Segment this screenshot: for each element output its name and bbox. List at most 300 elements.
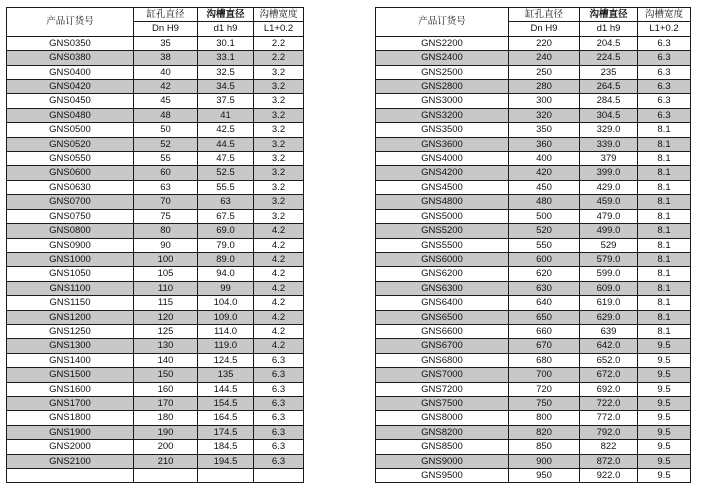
table-row bbox=[376, 324, 691, 338]
cell-groove-width: 4.2 bbox=[254, 310, 304, 324]
cell-groove-width: 3.2 bbox=[254, 65, 304, 79]
cell-groove-diameter: 629.0 bbox=[580, 310, 638, 324]
table-body-right bbox=[376, 36, 691, 483]
cell-product-code: GNS0900 bbox=[7, 238, 134, 252]
cell-groove-diameter: 822 bbox=[580, 440, 638, 454]
cell-groove-width: 4.2 bbox=[254, 281, 304, 295]
cell-bore-diameter: 52 bbox=[134, 137, 198, 151]
table-row bbox=[376, 440, 691, 454]
cell-bore-diameter: 45 bbox=[134, 94, 198, 108]
cell-groove-width: 2.2 bbox=[254, 51, 304, 65]
cell-groove-diameter: 235 bbox=[580, 65, 638, 79]
table-row bbox=[376, 180, 691, 194]
table-row bbox=[376, 382, 691, 396]
cell-bore-diameter: 650 bbox=[509, 310, 580, 324]
cell-groove-width: 8.1 bbox=[638, 166, 691, 180]
cell-bore-diameter: 38 bbox=[134, 51, 198, 65]
cell-product-code: GNS3600 bbox=[376, 137, 509, 151]
table-body-left bbox=[7, 36, 304, 483]
cell-groove-diameter: 124.5 bbox=[198, 353, 254, 367]
cell-bore-diameter: 400 bbox=[509, 152, 580, 166]
cell-groove-width: 8.1 bbox=[638, 252, 691, 266]
table-row bbox=[7, 238, 304, 252]
header-groove-diameter: 沟槽直径 bbox=[580, 8, 638, 22]
cell-bore-diameter: 100 bbox=[134, 252, 198, 266]
cell-groove-diameter: 399.0 bbox=[580, 166, 638, 180]
cell-groove-diameter: 284.5 bbox=[580, 94, 638, 108]
table-row bbox=[7, 252, 304, 266]
table-row bbox=[376, 137, 691, 151]
cell-groove-diameter: 529 bbox=[580, 238, 638, 252]
cell-bore-diameter: 280 bbox=[509, 80, 580, 94]
table-row bbox=[376, 238, 691, 252]
cell-groove-width: 6.3 bbox=[254, 368, 304, 382]
cell-product-code: GNS1200 bbox=[7, 310, 134, 324]
cell-groove-width: 8.1 bbox=[638, 238, 691, 252]
table-row bbox=[7, 137, 304, 151]
cell-product-code: GNS0480 bbox=[7, 108, 134, 122]
cell-groove-width: 3.2 bbox=[254, 80, 304, 94]
cell-groove-width: 6.3 bbox=[254, 411, 304, 425]
cell-product-code: GNS6300 bbox=[376, 281, 509, 295]
cell-product-code: GNS5500 bbox=[376, 238, 509, 252]
cell-groove-diameter: 135 bbox=[198, 368, 254, 382]
cell-groove-diameter: 204.5 bbox=[580, 36, 638, 50]
cell-groove-diameter: 63 bbox=[198, 195, 254, 209]
cell-bore-diameter: 200 bbox=[134, 440, 198, 454]
cell-bore-diameter: 110 bbox=[134, 281, 198, 295]
cell-groove-diameter: 224.5 bbox=[580, 51, 638, 65]
cell-groove-width: 3.2 bbox=[254, 195, 304, 209]
table-row bbox=[376, 94, 691, 108]
header-bore-sub: Dn H9 bbox=[509, 22, 580, 36]
cell-bore-diameter: 60 bbox=[134, 166, 198, 180]
cell-groove-diameter: 41 bbox=[198, 108, 254, 122]
cell-product-code: GNS4200 bbox=[376, 166, 509, 180]
cell-bore-diameter: 40 bbox=[134, 65, 198, 79]
cell-bore-diameter: 63 bbox=[134, 180, 198, 194]
table-row bbox=[376, 469, 691, 483]
table-row bbox=[7, 324, 304, 338]
cell-product-code: GNS5000 bbox=[376, 209, 509, 223]
table-row bbox=[7, 166, 304, 180]
cell-product-code: GNS6200 bbox=[376, 267, 509, 281]
spec-table-left bbox=[6, 7, 304, 483]
cell-groove-diameter: 339.0 bbox=[580, 137, 638, 151]
cell-groove-diameter: 79.0 bbox=[198, 238, 254, 252]
cell-bore-diameter bbox=[134, 469, 198, 483]
cell-bore-diameter: 480 bbox=[509, 195, 580, 209]
cell-groove-width: 8.1 bbox=[638, 137, 691, 151]
cell-groove-width: 8.1 bbox=[638, 224, 691, 238]
cell-groove-width: 8.1 bbox=[638, 281, 691, 295]
table-row bbox=[376, 339, 691, 353]
cell-groove-width: 9.5 bbox=[638, 440, 691, 454]
cell-groove-width: 9.5 bbox=[638, 339, 691, 353]
cell-groove-diameter: 579.0 bbox=[580, 252, 638, 266]
table-row bbox=[7, 469, 304, 483]
cell-groove-width: 9.5 bbox=[638, 368, 691, 382]
cell-groove-diameter: 672.0 bbox=[580, 368, 638, 382]
table-row bbox=[376, 166, 691, 180]
cell-groove-diameter: 599.0 bbox=[580, 267, 638, 281]
cell-groove-width: 6.3 bbox=[254, 454, 304, 468]
cell-product-code: GNS1050 bbox=[7, 267, 134, 281]
cell-bore-diameter: 350 bbox=[509, 123, 580, 137]
cell-groove-width: 8.1 bbox=[638, 123, 691, 137]
cell-groove-diameter: 722.0 bbox=[580, 396, 638, 410]
cell-product-code: GNS5200 bbox=[376, 224, 509, 238]
cell-bore-diameter: 750 bbox=[509, 396, 580, 410]
cell-groove-width: 8.1 bbox=[638, 152, 691, 166]
cell-bore-diameter: 520 bbox=[509, 224, 580, 238]
cell-product-code: GNS7500 bbox=[376, 396, 509, 410]
cell-product-code: GNS6400 bbox=[376, 296, 509, 310]
cell-groove-diameter: 692.0 bbox=[580, 382, 638, 396]
cell-groove-diameter: 479.0 bbox=[580, 209, 638, 223]
cell-groove-diameter: 30.1 bbox=[198, 36, 254, 50]
cell-product-code: GNS1000 bbox=[7, 252, 134, 266]
cell-groove-width: 6.3 bbox=[254, 425, 304, 439]
cell-bore-diameter: 115 bbox=[134, 296, 198, 310]
cell-product-code: GNS8500 bbox=[376, 440, 509, 454]
cell-groove-diameter: 639 bbox=[580, 324, 638, 338]
table-row bbox=[376, 123, 691, 137]
header-groove-width-sub: L1+0.2 bbox=[254, 22, 304, 36]
cell-groove-width: 3.2 bbox=[254, 137, 304, 151]
cell-groove-width: 2.2 bbox=[254, 36, 304, 50]
cell-groove-width: 4.2 bbox=[254, 267, 304, 281]
cell-product-code: GNS0420 bbox=[7, 80, 134, 94]
cell-groove-width: 6.3 bbox=[638, 80, 691, 94]
header-groove-width: 沟槽宽度 bbox=[638, 8, 691, 22]
table-row bbox=[7, 382, 304, 396]
table-row bbox=[376, 209, 691, 223]
table-row bbox=[376, 195, 691, 209]
cell-groove-width: 6.3 bbox=[254, 396, 304, 410]
cell-product-code: GNS0400 bbox=[7, 65, 134, 79]
cell-product-code: GNS1400 bbox=[7, 353, 134, 367]
cell-groove-width: 4.2 bbox=[254, 224, 304, 238]
cell-groove-diameter: 429.0 bbox=[580, 180, 638, 194]
cell-groove-width: 8.1 bbox=[638, 209, 691, 223]
cell-groove-diameter: 69.0 bbox=[198, 224, 254, 238]
table-row bbox=[7, 310, 304, 324]
cell-product-code: GNS1800 bbox=[7, 411, 134, 425]
cell-bore-diameter: 170 bbox=[134, 396, 198, 410]
cell-groove-diameter: 872.0 bbox=[580, 454, 638, 468]
cell-bore-diameter: 130 bbox=[134, 339, 198, 353]
cell-product-code: GNS0800 bbox=[7, 224, 134, 238]
cell-bore-diameter: 500 bbox=[509, 209, 580, 223]
table-row bbox=[7, 123, 304, 137]
cell-groove-width: 4.2 bbox=[254, 324, 304, 338]
cell-groove-diameter: 32.5 bbox=[198, 65, 254, 79]
cell-groove-diameter: 114.0 bbox=[198, 324, 254, 338]
cell-groove-diameter: 609.0 bbox=[580, 281, 638, 295]
cell-bore-diameter: 620 bbox=[509, 267, 580, 281]
cell-groove-diameter: 99 bbox=[198, 281, 254, 295]
cell-bore-diameter: 630 bbox=[509, 281, 580, 295]
table-row bbox=[376, 368, 691, 382]
cell-groove-width: 9.5 bbox=[638, 353, 691, 367]
cell-groove-width: 3.2 bbox=[254, 94, 304, 108]
cell-product-code: GNS2000 bbox=[7, 440, 134, 454]
table-row bbox=[7, 224, 304, 238]
cell-groove-diameter: 164.5 bbox=[198, 411, 254, 425]
table-row bbox=[376, 65, 691, 79]
table-row bbox=[7, 180, 304, 194]
table-row bbox=[7, 281, 304, 295]
cell-product-code: GNS2200 bbox=[376, 36, 509, 50]
table-row bbox=[7, 353, 304, 367]
table-row bbox=[376, 108, 691, 122]
cell-groove-width: 6.3 bbox=[254, 382, 304, 396]
cell-bore-diameter: 950 bbox=[509, 469, 580, 483]
table-row bbox=[7, 454, 304, 468]
cell-groove-width: 3.2 bbox=[254, 108, 304, 122]
table-row bbox=[7, 267, 304, 281]
table-row bbox=[7, 339, 304, 353]
table-row bbox=[376, 425, 691, 439]
header-bore-sub: Dn H9 bbox=[134, 22, 198, 36]
cell-bore-diameter: 125 bbox=[134, 324, 198, 338]
cell-groove-diameter: 772.0 bbox=[580, 411, 638, 425]
cell-groove-width: 6.3 bbox=[638, 36, 691, 50]
cell-groove-width: 4.2 bbox=[254, 296, 304, 310]
cell-groove-diameter bbox=[198, 469, 254, 483]
cell-product-code: GNS2100 bbox=[7, 454, 134, 468]
cell-bore-diameter: 210 bbox=[134, 454, 198, 468]
cell-bore-diameter: 420 bbox=[509, 166, 580, 180]
table-row bbox=[376, 51, 691, 65]
header-bore-diameter: 缸孔直径 bbox=[134, 8, 198, 22]
cell-groove-width: 6.3 bbox=[638, 94, 691, 108]
cell-bore-diameter: 300 bbox=[509, 94, 580, 108]
cell-product-code: GNS0500 bbox=[7, 123, 134, 137]
header-product-code: 产品订货号 bbox=[376, 8, 509, 37]
cell-groove-diameter: 154.5 bbox=[198, 396, 254, 410]
cell-product-code: GNS0550 bbox=[7, 152, 134, 166]
cell-groove-width: 8.1 bbox=[638, 324, 691, 338]
table-row bbox=[376, 296, 691, 310]
cell-product-code: GNS1300 bbox=[7, 339, 134, 353]
cell-bore-diameter: 720 bbox=[509, 382, 580, 396]
cell-groove-diameter: 42.5 bbox=[198, 123, 254, 137]
cell-groove-width: 8.1 bbox=[638, 267, 691, 281]
cell-groove-width: 9.5 bbox=[638, 396, 691, 410]
cell-product-code: GNS0700 bbox=[7, 195, 134, 209]
cell-bore-diameter: 105 bbox=[134, 267, 198, 281]
cell-bore-diameter: 80 bbox=[134, 224, 198, 238]
cell-bore-diameter: 150 bbox=[134, 368, 198, 382]
cell-groove-width: 6.3 bbox=[254, 353, 304, 367]
cell-product-code: GNS3500 bbox=[376, 123, 509, 137]
cell-product-code: GNS1250 bbox=[7, 324, 134, 338]
cell-bore-diameter: 55 bbox=[134, 152, 198, 166]
header-groove-diameter: 沟槽直径 bbox=[198, 8, 254, 22]
cell-groove-diameter: 459.0 bbox=[580, 195, 638, 209]
cell-bore-diameter: 90 bbox=[134, 238, 198, 252]
cell-groove-diameter: 329.0 bbox=[580, 123, 638, 137]
cell-groove-diameter: 174.5 bbox=[198, 425, 254, 439]
cell-bore-diameter: 35 bbox=[134, 36, 198, 50]
cell-bore-diameter: 800 bbox=[509, 411, 580, 425]
header-groove-dia-sub: d1 h9 bbox=[580, 22, 638, 36]
cell-groove-diameter: 34.5 bbox=[198, 80, 254, 94]
cell-bore-diameter: 550 bbox=[509, 238, 580, 252]
cell-product-code: GNS6000 bbox=[376, 252, 509, 266]
table-row bbox=[7, 440, 304, 454]
spec-table-right bbox=[375, 7, 691, 483]
cell-groove-diameter: 67.5 bbox=[198, 209, 254, 223]
cell-bore-diameter: 240 bbox=[509, 51, 580, 65]
cell-groove-diameter: 119.0 bbox=[198, 339, 254, 353]
cell-groove-diameter: 44.5 bbox=[198, 137, 254, 151]
table-row bbox=[7, 411, 304, 425]
table-row bbox=[7, 195, 304, 209]
cell-product-code: GNS0380 bbox=[7, 51, 134, 65]
header-groove-dia-sub: d1 h9 bbox=[198, 22, 254, 36]
cell-groove-diameter: 89.0 bbox=[198, 252, 254, 266]
cell-groove-diameter: 94.0 bbox=[198, 267, 254, 281]
table-row bbox=[376, 252, 691, 266]
table-row bbox=[7, 65, 304, 79]
table-row bbox=[7, 152, 304, 166]
cell-product-code: GNS0520 bbox=[7, 137, 134, 151]
header-groove-width: 沟槽宽度 bbox=[254, 8, 304, 22]
cell-bore-diameter: 42 bbox=[134, 80, 198, 94]
cell-groove-width: 3.2 bbox=[254, 180, 304, 194]
table-row bbox=[376, 267, 691, 281]
table-row bbox=[376, 411, 691, 425]
cell-groove-diameter: 47.5 bbox=[198, 152, 254, 166]
header-product-code: 产品订货号 bbox=[7, 8, 134, 37]
table-row bbox=[376, 454, 691, 468]
cell-bore-diameter: 660 bbox=[509, 324, 580, 338]
cell-bore-diameter: 180 bbox=[134, 411, 198, 425]
cell-product-code: GNS7200 bbox=[376, 382, 509, 396]
cell-product-code: GNS3000 bbox=[376, 94, 509, 108]
cell-groove-width: 8.1 bbox=[638, 195, 691, 209]
cell-bore-diameter: 190 bbox=[134, 425, 198, 439]
cell-product-code: GNS3200 bbox=[376, 108, 509, 122]
cell-groove-diameter: 33.1 bbox=[198, 51, 254, 65]
cell-product-code: GNS0450 bbox=[7, 94, 134, 108]
cell-bore-diameter: 48 bbox=[134, 108, 198, 122]
cell-groove-diameter: 144.5 bbox=[198, 382, 254, 396]
cell-product-code: GNS2400 bbox=[376, 51, 509, 65]
cell-bore-diameter: 70 bbox=[134, 195, 198, 209]
cell-product-code: GNS6700 bbox=[376, 339, 509, 353]
cell-groove-width: 6.3 bbox=[638, 51, 691, 65]
cell-bore-diameter: 50 bbox=[134, 123, 198, 137]
cell-bore-diameter: 680 bbox=[509, 353, 580, 367]
cell-groove-diameter: 55.5 bbox=[198, 180, 254, 194]
cell-bore-diameter: 820 bbox=[509, 425, 580, 439]
cell-product-code: GNS4500 bbox=[376, 180, 509, 194]
cell-groove-diameter: 379 bbox=[580, 152, 638, 166]
table-row bbox=[7, 51, 304, 65]
table-row bbox=[7, 36, 304, 50]
cell-bore-diameter: 850 bbox=[509, 440, 580, 454]
cell-bore-diameter: 900 bbox=[509, 454, 580, 468]
cell-groove-width: 9.5 bbox=[638, 382, 691, 396]
cell-bore-diameter: 640 bbox=[509, 296, 580, 310]
cell-groove-width: 8.1 bbox=[638, 310, 691, 324]
cell-product-code: GNS4000 bbox=[376, 152, 509, 166]
cell-product-code bbox=[7, 469, 134, 483]
cell-bore-diameter: 670 bbox=[509, 339, 580, 353]
cell-bore-diameter: 120 bbox=[134, 310, 198, 324]
table-row bbox=[7, 396, 304, 410]
cell-product-code: GNS1700 bbox=[7, 396, 134, 410]
cell-product-code: GNS6800 bbox=[376, 353, 509, 367]
cell-bore-diameter: 700 bbox=[509, 368, 580, 382]
cell-groove-width: 3.2 bbox=[254, 152, 304, 166]
cell-product-code: GNS1150 bbox=[7, 296, 134, 310]
cell-groove-diameter: 184.5 bbox=[198, 440, 254, 454]
cell-product-code: GNS9000 bbox=[376, 454, 509, 468]
cell-groove-diameter: 52.5 bbox=[198, 166, 254, 180]
cell-bore-diameter: 250 bbox=[509, 65, 580, 79]
header-bore-diameter: 缸孔直径 bbox=[509, 8, 580, 22]
cell-product-code: GNS7000 bbox=[376, 368, 509, 382]
cell-product-code: GNS0750 bbox=[7, 209, 134, 223]
cell-groove-diameter: 264.5 bbox=[580, 80, 638, 94]
cell-bore-diameter: 220 bbox=[509, 36, 580, 50]
cell-groove-diameter: 104.0 bbox=[198, 296, 254, 310]
cell-groove-diameter: 37.5 bbox=[198, 94, 254, 108]
header-groove-width-sub: L1+0.2 bbox=[638, 22, 691, 36]
cell-product-code: GNS1600 bbox=[7, 382, 134, 396]
cell-groove-diameter: 304.5 bbox=[580, 108, 638, 122]
cell-product-code: GNS2800 bbox=[376, 80, 509, 94]
table-row bbox=[376, 80, 691, 94]
cell-groove-width: 3.2 bbox=[254, 166, 304, 180]
cell-groove-width: 3.2 bbox=[254, 123, 304, 137]
cell-groove-width: 6.3 bbox=[638, 65, 691, 79]
table-row bbox=[376, 152, 691, 166]
cell-groove-diameter: 922.0 bbox=[580, 469, 638, 483]
cell-groove-diameter: 642.0 bbox=[580, 339, 638, 353]
cell-product-code: GNS2500 bbox=[376, 65, 509, 79]
table-row bbox=[7, 209, 304, 223]
table-row bbox=[7, 296, 304, 310]
cell-groove-diameter: 194.5 bbox=[198, 454, 254, 468]
cell-product-code: GNS1900 bbox=[7, 425, 134, 439]
cell-groove-diameter: 792.0 bbox=[580, 425, 638, 439]
table-row bbox=[7, 108, 304, 122]
cell-bore-diameter: 360 bbox=[509, 137, 580, 151]
table-row bbox=[7, 80, 304, 94]
cell-groove-diameter: 652.0 bbox=[580, 353, 638, 367]
cell-bore-diameter: 160 bbox=[134, 382, 198, 396]
cell-product-code: GNS1500 bbox=[7, 368, 134, 382]
table-row bbox=[376, 353, 691, 367]
cell-product-code: GNS8000 bbox=[376, 411, 509, 425]
cell-bore-diameter: 320 bbox=[509, 108, 580, 122]
table-row bbox=[376, 396, 691, 410]
cell-groove-width: 9.5 bbox=[638, 469, 691, 483]
cell-product-code: GNS6600 bbox=[376, 324, 509, 338]
cell-groove-width bbox=[254, 469, 304, 483]
cell-bore-diameter: 600 bbox=[509, 252, 580, 266]
cell-groove-width: 3.2 bbox=[254, 209, 304, 223]
cell-product-code: GNS0350 bbox=[7, 36, 134, 50]
cell-product-code: GNS0600 bbox=[7, 166, 134, 180]
cell-groove-width: 8.1 bbox=[638, 296, 691, 310]
